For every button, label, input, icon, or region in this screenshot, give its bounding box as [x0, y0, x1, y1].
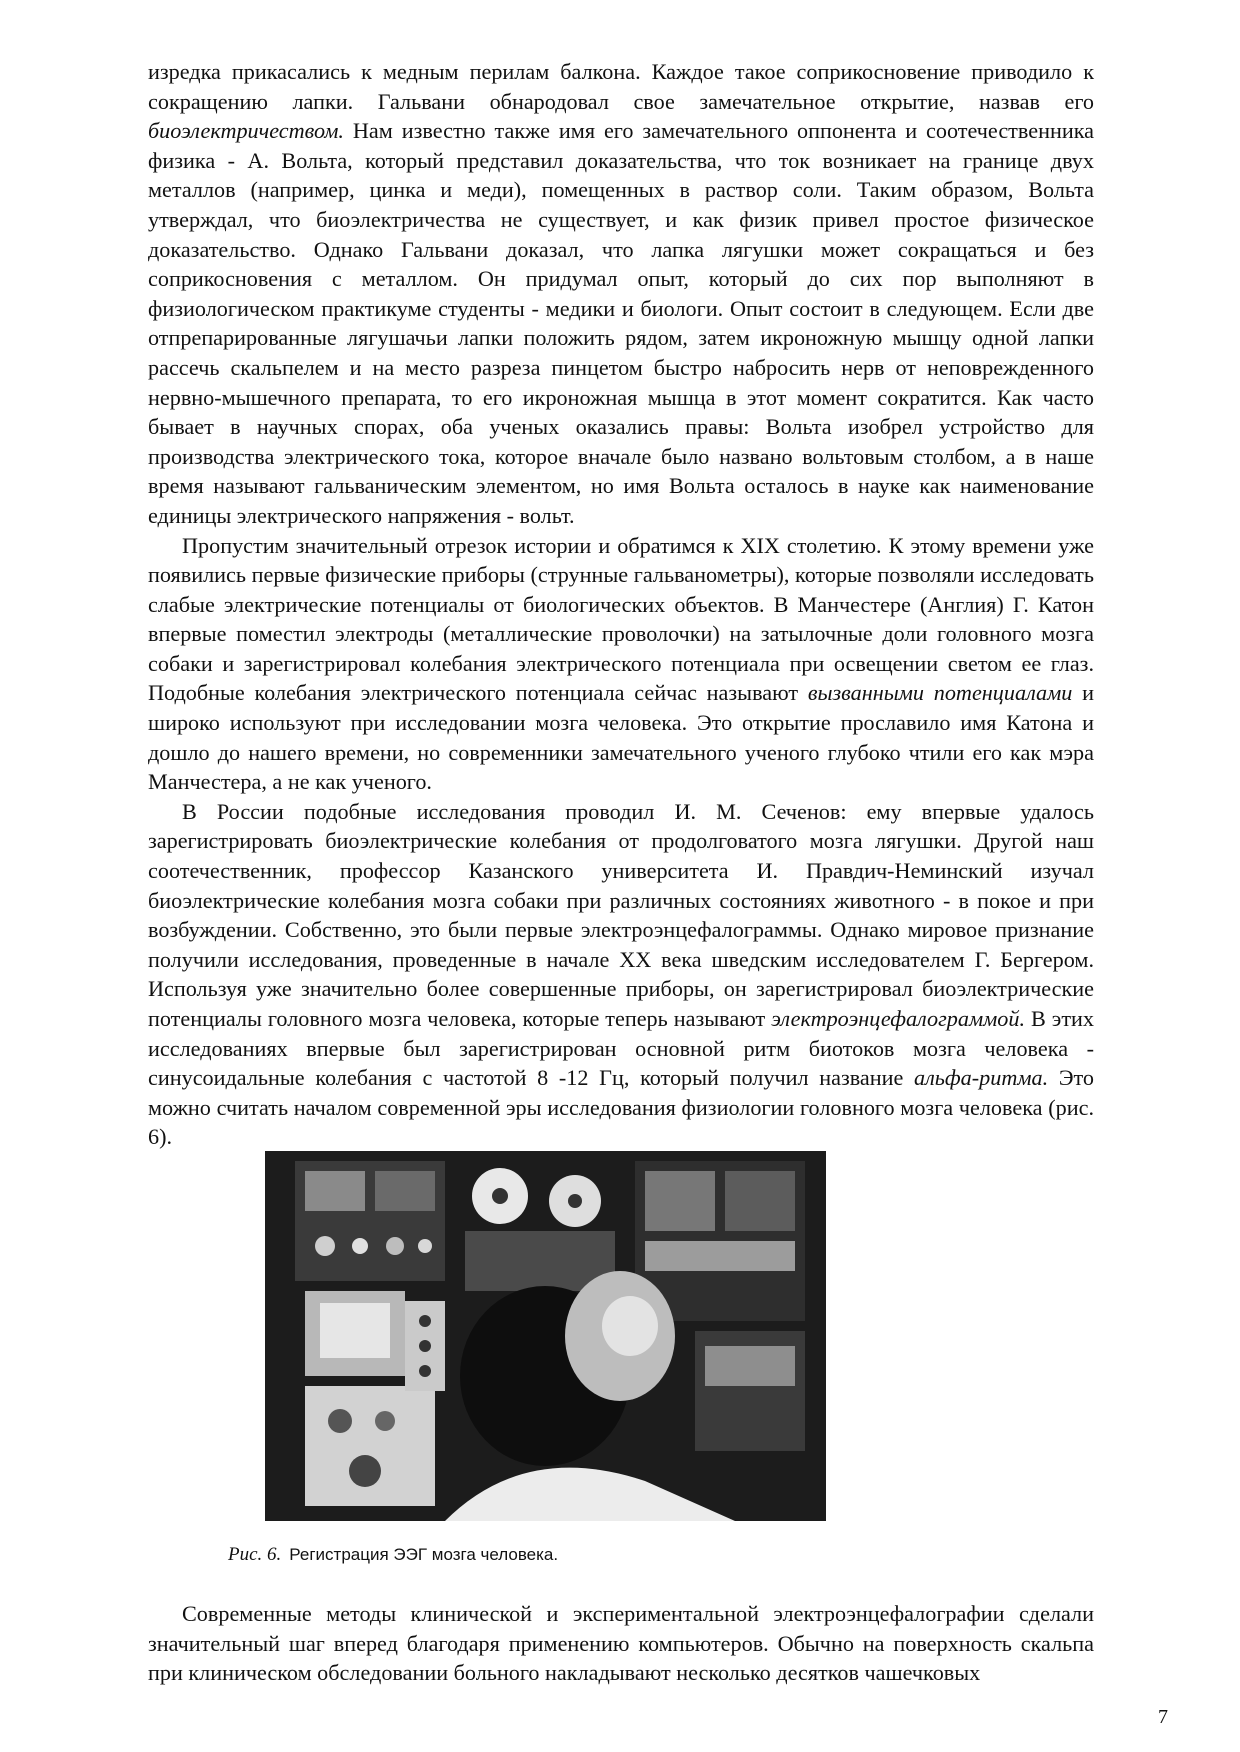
paragraph-3: В России подобные исследования проводил И. М. Сеченов: ему впервые удалось зарегистрировать биоэлектрические колебания от продолговатого мозга лягушки. Другой наш соотечественник, профессор Казанского университета И. Правдич-Неминский изучал биоэлектрические колебания мозга собаки при различных состояниях животного - в покое и при возбуждении. Собственно, это были первые электроэнцефалограммы. Однако мировое признание получили исследования, проведенные в начале XX века шведским исследователем Г. Бергером. Используя уже значительно более совершенные приборы, он зарегистрировал биоэлектрические потенциалы головного мозга человека, которые теперь называют электроэнцефалограммой. В этих исследованиях впервые был зарегистрирован основной ритм биотоков мозга человека - синусоидальные колебания с частотой 8 -12 Гц, который получил название альфа-ритма. Это можно считать началом современной эры исследования физиологии головного мозга человека (рис. 6). — [148, 798, 1094, 1150]
emphasis-term: биоэлектричеством. — [148, 118, 344, 144]
figure-caption — [228, 1544, 558, 1566]
emphasis-term: альфа-ритма. — [914, 1065, 1049, 1091]
body-text-bottom — [148, 1599, 1094, 1688]
paragraph-4: Современные методы клинической и экспериментальной электроэнцефалографии сделали значительный шаг вперед благодаря применению компьютеров. Обычно на поверхность скальпа при клиническом обследовании больного накладывают несколько десятков чашечковых — [148, 1601, 1094, 1686]
figure-label: Рис. 6. — [228, 1544, 282, 1565]
paragraph-1: изредка прикасались к медным перилам балкона. Каждое такое соприкосновение приводило к сокращению лапки. Гальвани обнародовал свое замечательное открытие, назвав его биоэлектричеством. Нам известно также имя его замечательного оппонента и соотечественника физика - А. Вольта, который представил доказательства, что ток возникает на границе двух металлов (например, цинка и меди), помещенных в раствор соли. Таким образом, Вольта утверждал, что биоэлектричества не существует, и как физик привел простое физическое доказательство. Однако Гальвани доказал, что лапка лягушки может сокращаться и без соприкосновения с металлом. Он придумал опыт, который до сих пор выполняют в физиологическом практикуме студенты - медики и биологи. Опыт состоит в следующем. Если две отпрепарированные лягушачьи лапки положить рядом, затем икроножную мышцу одной лапки рассечь скальпелем и на место разреза пинцетом быстро набросить нерв от неповрежденного нервно-мышечного препарата, то его икроножная мышца в этот момент сократится. Как часто бывает в научных спорах, оба ученых оказались правы: Вольта изобрел устройство для производства электрического тока, которое вначале было названо вольтовым столбом, а в наше время называют гальваническим элементом, но имя Вольта осталось в науке как наименование единицы электрического напряжения - вольт. — [148, 59, 1094, 528]
emphasis-term: вызванными потенциалами — [807, 680, 1073, 706]
paragraph-2: Пропустим значительный отрезок истории и обратимся к XIX столетию. К этому времени уже появились первые физические приборы (струнные гальванометры), которые позволяли исследовать слабые электрические потенциалы от биологических объектов. В Манчестере (Англия) Г. Катон впервые поместил электроды (металлические проволочки) на затылочные доли головного мозга собаки и зарегистрировал колебания электрического потенциала при освещении светом ее глаз. Подобные колебания электрического потенциала сейчас называют вызванными потенциалами и широко используют при исследовании мозга человека. Это открытие прославило имя Катона и дошло до нашего времени, но современники замечательного ученого глубоко чтили его как мэра Манчестера, а не как ученого. — [148, 532, 1095, 795]
body-text-top — [148, 57, 1094, 1152]
figure-caption-text: Регистрация ЭЭГ мозга человека. — [289, 1545, 559, 1564]
page-number: 7 — [1158, 1706, 1168, 1728]
emphasis-term: электроэнцефалограммой. — [771, 1006, 1025, 1031]
figure-eeg-photo — [265, 1151, 826, 1521]
eeg-equipment-photo — [265, 1151, 826, 1521]
